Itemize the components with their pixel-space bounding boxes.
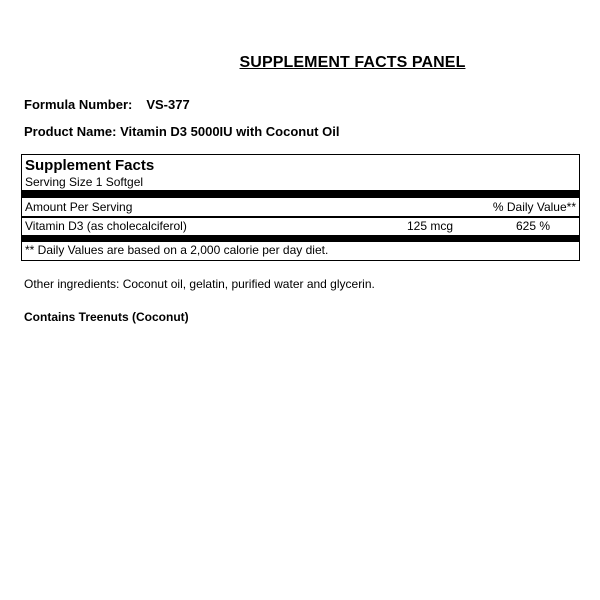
other-ingredients: Other ingredients: Coconut oil, gelatin, purified water and glycerin.: [24, 277, 375, 291]
thick-divider-top: [22, 190, 579, 198]
formula-number: [24, 97, 190, 112]
formula-label: Formula Number:: [24, 97, 133, 112]
nutrient-name: Vitamin D3 (as cholecalciferol): [25, 219, 187, 233]
nutrient-daily-value: 625 %: [516, 219, 551, 233]
nutrient-amount: 125 mcg: [407, 219, 454, 233]
product-name: Product Name: Vitamin D3 5000IU with Coconut Oil: [24, 124, 340, 139]
serving-size: Serving Size 1 Softgel: [25, 175, 144, 189]
daily-value-header: % Daily Value**: [492, 200, 576, 214]
daily-value-footnote: ** Daily Values are based on a 2,000 calorie per day diet.: [25, 243, 329, 257]
amount-header-row: [22, 199, 579, 215]
thick-divider-bottom: [22, 235, 579, 242]
formula-value: VS-377: [146, 97, 190, 112]
amount-per-serving-label: Amount Per Serving: [25, 200, 133, 214]
allergen-statement: Contains Treenuts (Coconut): [24, 310, 189, 324]
facts-title: Supplement Facts: [25, 157, 155, 174]
nutrient-row: [22, 218, 579, 234]
supplement-facts-box: [21, 154, 580, 261]
panel-title: SUPPLEMENT FACTS PANEL: [239, 54, 466, 71]
